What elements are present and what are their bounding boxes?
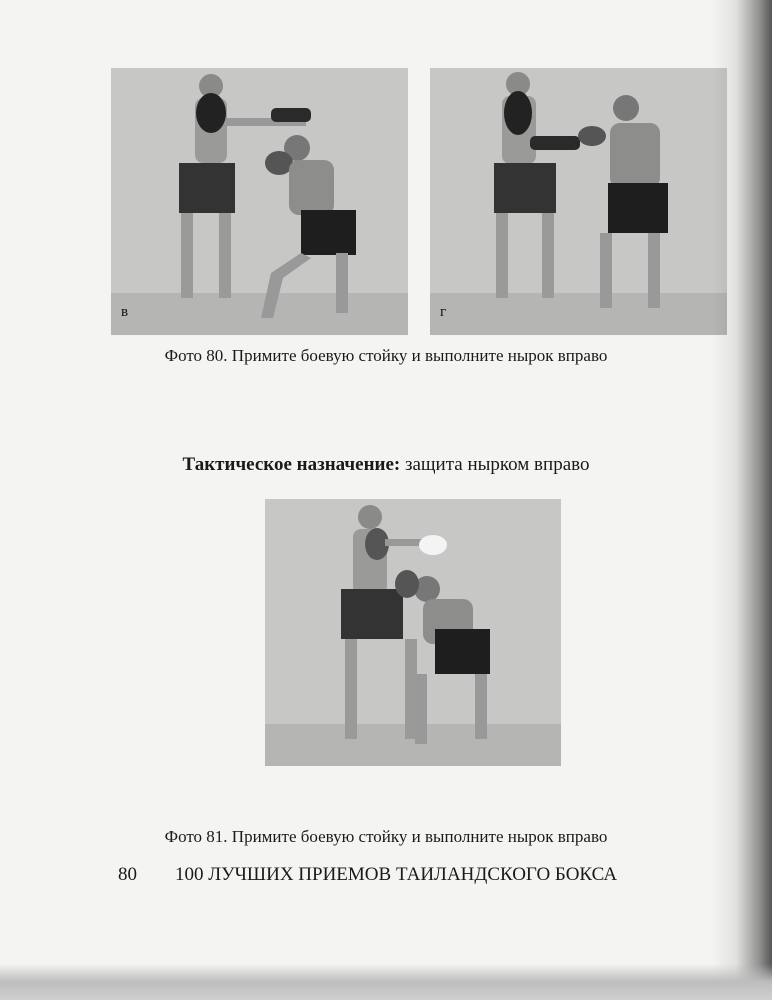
photo-letter: в [121,304,129,320]
page-footer [118,864,617,886]
photo-81-caption: Фото 81. Примите боевую стойку и выполните нырок вправо [164,827,608,846]
section-heading [0,454,772,476]
boxers-image [265,499,561,766]
boxers-image [430,68,727,335]
page-number: 80 [118,864,137,885]
photo-80v [111,68,408,335]
binding-shadow [712,0,772,1000]
photo-80g [430,68,727,335]
photo-81 [265,499,561,766]
boxers-image [111,68,408,335]
photo-letter: г [440,304,447,320]
heading-text: защита нырком вправо [400,454,590,475]
photo-80-caption: Фото 80. Примите боевую стойку и выполните нырок вправо [164,346,608,365]
heading-label: Тактическое назначение: [182,454,401,475]
page-edge-shadow [0,964,772,1000]
book-title: 100 ЛУЧШИХ ПРИЕМОВ ТАИЛАНДСКОГО БОКСА [175,864,618,885]
